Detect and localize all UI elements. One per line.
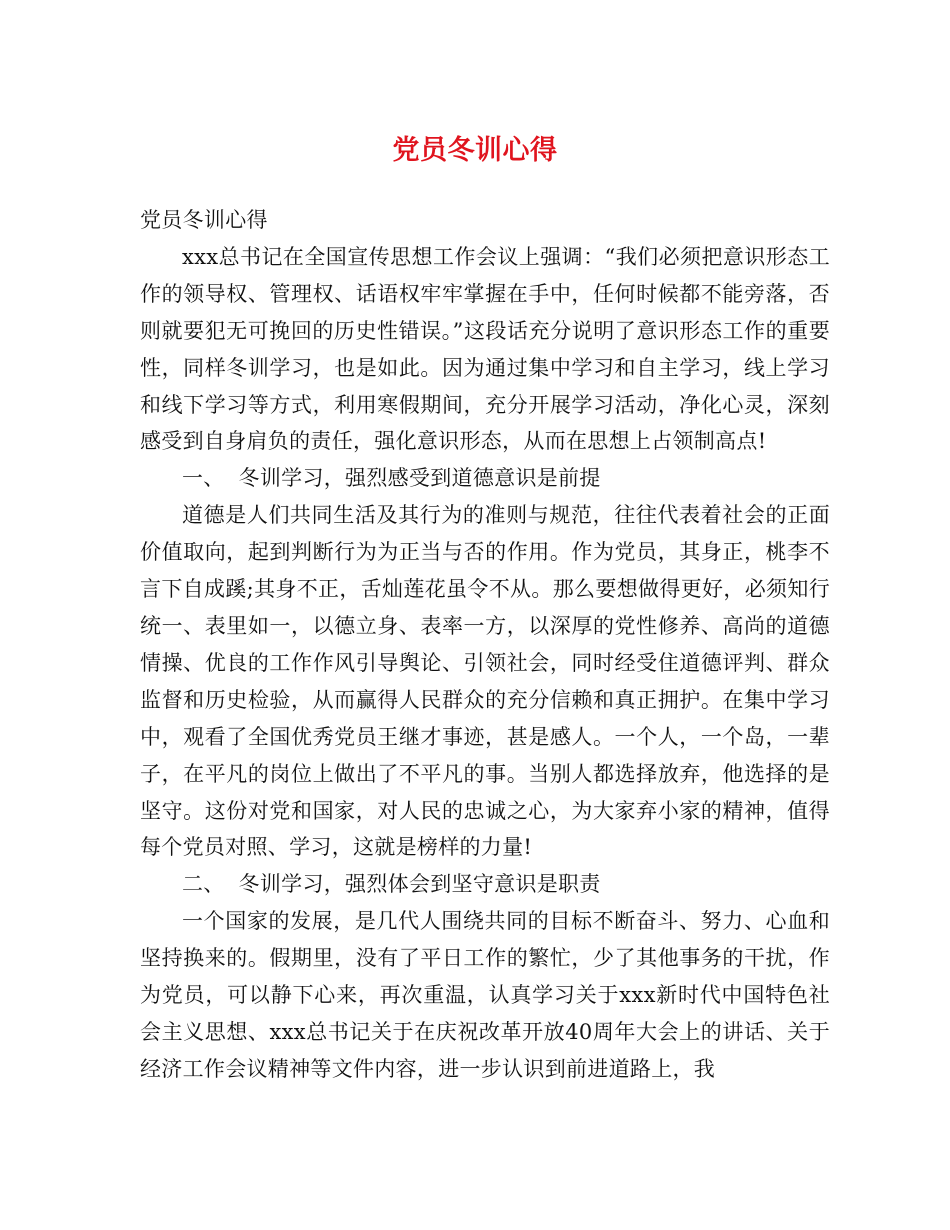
document-title: 党员冬训心得 [392, 135, 558, 166]
section-heading-2: 二、 冬训学习，强烈体会到坚守意识是职责 [182, 872, 601, 897]
paragraph-3: 一个国家的发展，是几代人围绕共同的目标不断奋斗、努力、心血和坚持换来的。假期里，没有了平日工作的繁忙，少了其他事务的干扰，作为党员，可以静下心来，再次重温，认真学习关于xxx新时代中国特色社会主义思想、xxx总书记关于在庆祝改革开放40周年大会上的讲话、关于经济工作会议精神等文件内容，进一步认识到前进道路上，我 [140, 909, 830, 1081]
document-subtitle: 党员冬训心得 [140, 208, 268, 232]
document-body [140, 202, 830, 1088]
paragraph-2: 道德是人们共同生活及其行为的准则与规范，往往代表着社会的正面价值取向，起到判断行为为正当与否的作用。作为党员，其身正，桃李不言下自成蹊;其身不正，舌灿莲花虽令不从。那么要想做得更好，必须知行统一、表里如一，以德立身、表率一方，以深厚的党性修养、高尚的道德情操、优良的工作作风引导舆论、引领社会，同时经受住道德评判、群众监督和历史检验，从而赢得人民群众的充分信赖和真正拥护。在集中学习中，观看了全国优秀党员王继才事迹，甚是感人。一个人，一个岛，一辈子，在平凡的岗位上做出了不平凡的事。当别人都选择放弃，他选择的是坚守。这份对党和国家，对人民的忠诚之心，为大家弃小家的精神，值得每个党员对照、学习，这就是榜样的力量! [140, 503, 830, 860]
section-heading-1: 一、 冬训学习，强烈感受到道德意识是前提 [182, 466, 601, 491]
paragraph-1: xxx总书记在全国宣传思想工作会议上强调：“我们必须把意识形态工作的领导权、管理权、话语权牢牢掌握在手中，任何时候都不能旁落，否则就要犯无可挽回的历史性错误。”这段话充分说明了意识形态工作的重要性，同样冬训学习，也是如此。因为通过集中学习和自主学习，线上学习和线下学习等方式，利用寒假期间，充分开展学习活动，净化心灵，深刻感受到自身肩负的责任，强化意识形态，从而在思想上占领制高点! [140, 244, 830, 454]
